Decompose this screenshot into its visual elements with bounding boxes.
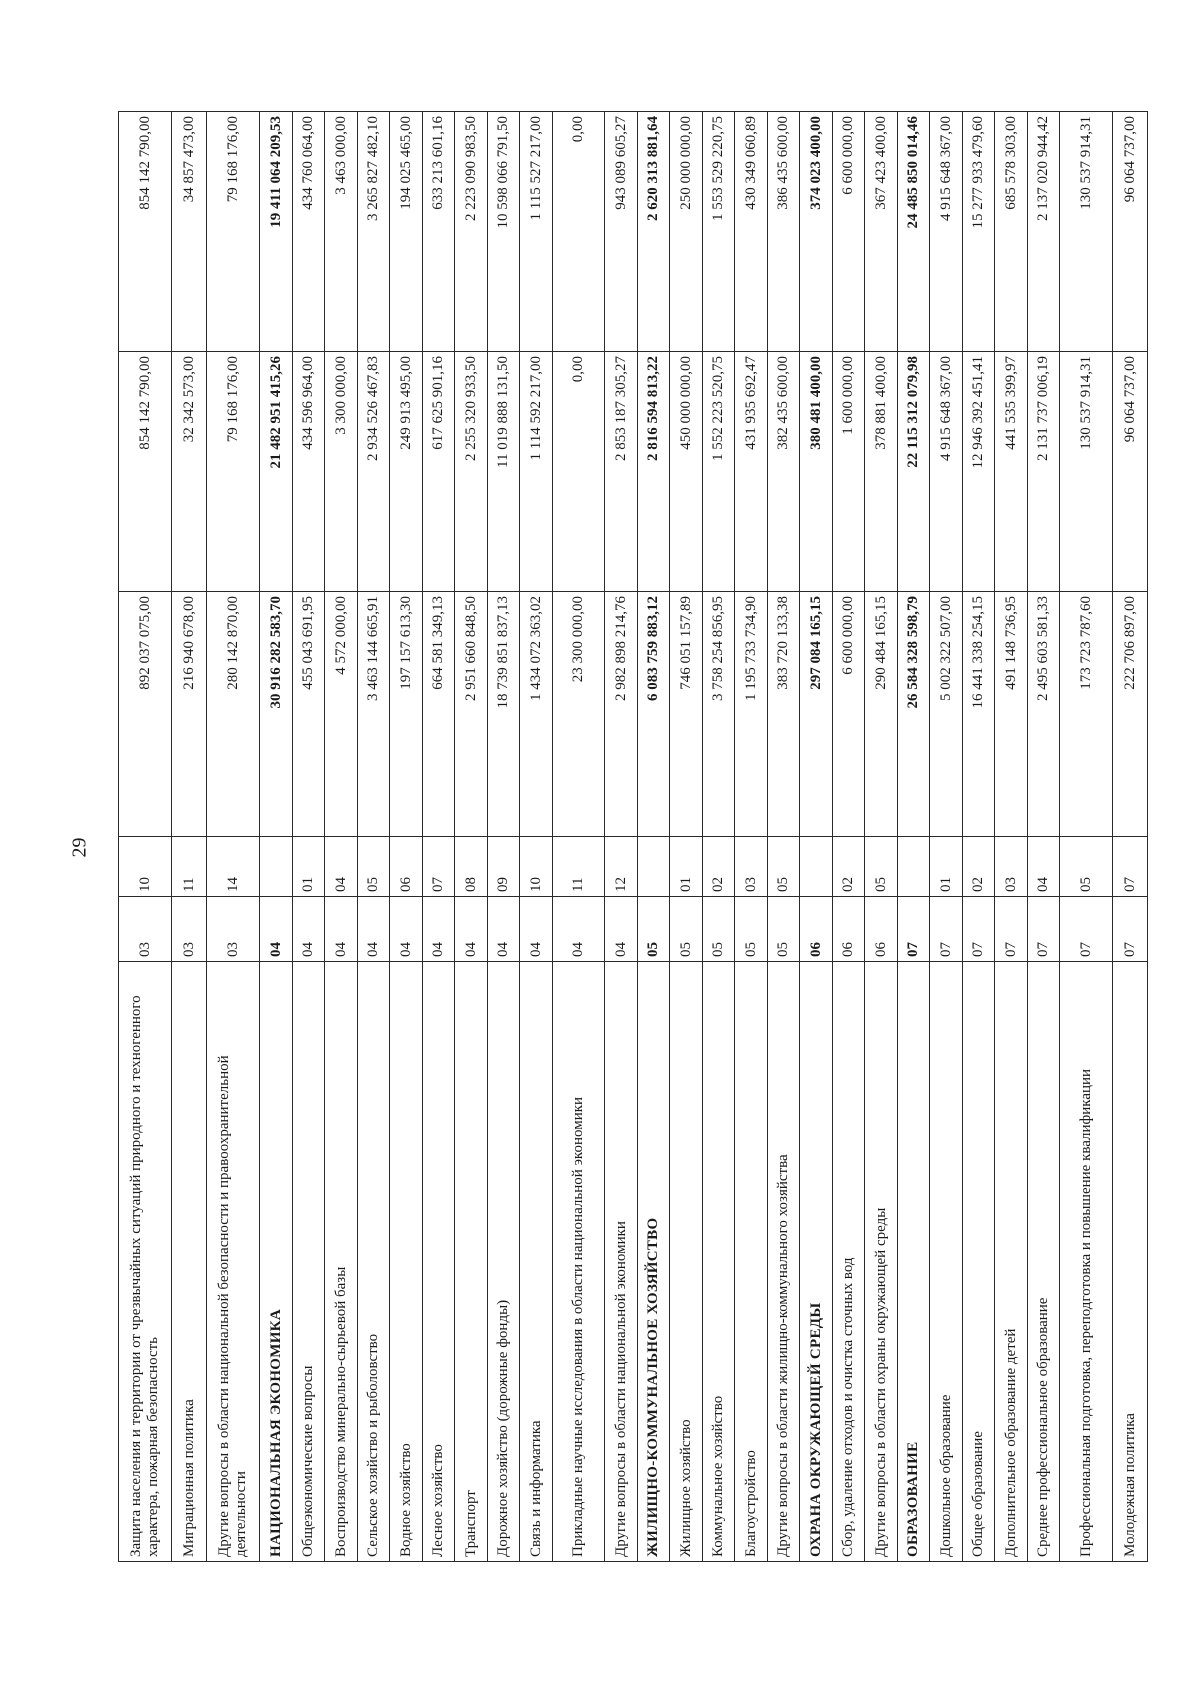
subsection-code-cell: 05 — [865, 837, 898, 897]
amount-cell-3: 6 600 000,00 — [832, 112, 865, 352]
section-name-cell: Сбор, удаление отходов и очистка сточных вод — [832, 962, 865, 1562]
amount-cell-2: 2 934 526 467,83 — [357, 352, 390, 592]
amount-cell-3: 0,00 — [552, 112, 605, 352]
amount-cell-3: 854 142 790,00 — [119, 112, 172, 352]
table-row — [119, 112, 172, 1562]
section-code-cell: 04 — [455, 897, 488, 962]
section-code-cell: 07 — [897, 897, 930, 962]
subsection-code-cell: 10 — [520, 837, 553, 897]
amount-cell-3: 96 064 737,00 — [1113, 112, 1148, 352]
subsection-code-cell: 03 — [995, 837, 1028, 897]
amount-cell-1: 3 758 254 856,95 — [702, 592, 735, 837]
section-name-cell: Водное хозяйство — [390, 962, 423, 1562]
amount-cell-3: 2 137 020 944,42 — [1027, 112, 1060, 352]
section-name-cell: Другие вопросы в области жилищно-коммунального хозяйства — [767, 962, 800, 1562]
subsection-code-cell: 09 — [487, 837, 520, 897]
section-name-cell: НАЦИОНАЛЬНАЯ ЭКОНОМИКА — [260, 962, 293, 1562]
subsection-code-cell: 10 — [119, 837, 172, 897]
subsection-code-cell: 01 — [292, 837, 325, 897]
amount-cell-3: 194 025 465,00 — [390, 112, 423, 352]
amount-cell-2: 96 064 737,00 — [1113, 352, 1148, 592]
amount-cell-2: 450 000 000,00 — [670, 352, 703, 592]
section-name-cell: Среднее профессиональное образование — [1027, 962, 1060, 1562]
section-code-cell: 04 — [520, 897, 553, 962]
amount-cell-2: 1 600 000,00 — [832, 352, 865, 592]
section-code-cell: 07 — [962, 897, 995, 962]
amount-cell-3: 430 349 060,89 — [735, 112, 768, 352]
section-name-cell: Дополнительное образование детей — [995, 962, 1028, 1562]
section-code-cell: 03 — [207, 897, 260, 962]
amount-cell-2: 441 535 399,97 — [995, 352, 1028, 592]
amount-cell-2: 854 142 790,00 — [119, 352, 172, 592]
table-row — [897, 112, 930, 1562]
amount-cell-1: 4 572 000,00 — [325, 592, 358, 837]
amount-cell-3: 633 213 601,16 — [422, 112, 455, 352]
subsection-code-cell: 04 — [325, 837, 358, 897]
amount-cell-1: 2 495 603 581,33 — [1027, 592, 1060, 837]
amount-cell-2: 2 853 187 305,27 — [605, 352, 638, 592]
amount-cell-1: 2 982 898 214,76 — [605, 592, 638, 837]
amount-cell-1: 1 195 733 734,90 — [735, 592, 768, 837]
table-row — [865, 112, 898, 1562]
table-row — [1060, 112, 1113, 1562]
amount-cell-2: 378 881 400,00 — [865, 352, 898, 592]
section-name-cell: Другие вопросы в области национальной безопасности и правоохранительной деятельности — [207, 962, 260, 1562]
subsection-code-cell: 07 — [1113, 837, 1148, 897]
section-name-cell: Дошкольное образование — [930, 962, 963, 1562]
amount-cell-1: 6 600 000,00 — [832, 592, 865, 837]
amount-cell-1: 26 584 328 598,79 — [897, 592, 930, 837]
amount-cell-1: 455 043 691,95 — [292, 592, 325, 837]
table-row — [800, 112, 833, 1562]
subsection-code-cell: 11 — [171, 837, 207, 897]
section-name-cell: Общеэкономические вопросы — [292, 962, 325, 1562]
amount-cell-3: 19 411 064 209,53 — [260, 112, 293, 352]
table-row — [995, 112, 1028, 1562]
section-code-cell: 07 — [1060, 897, 1113, 962]
subsection-code-cell: 08 — [455, 837, 488, 897]
section-code-cell: 06 — [865, 897, 898, 962]
page-number: 29 — [68, 837, 91, 858]
budget-table — [118, 111, 1148, 1562]
amount-cell-2: 431 935 692,47 — [735, 352, 768, 592]
table-row — [422, 112, 455, 1562]
section-name-cell: Другие вопросы в области национальной экономики — [605, 962, 638, 1562]
amount-cell-2: 382 435 600,00 — [767, 352, 800, 592]
subsection-code-cell: 03 — [735, 837, 768, 897]
amount-cell-3: 2 223 090 983,50 — [455, 112, 488, 352]
amount-cell-3: 685 578 303,00 — [995, 112, 1028, 352]
table-row — [325, 112, 358, 1562]
section-name-cell: Другие вопросы в области охраны окружающей среды — [865, 962, 898, 1562]
amount-cell-2: 434 596 964,00 — [292, 352, 325, 592]
table-row — [292, 112, 325, 1562]
amount-cell-1: 216 940 678,00 — [171, 592, 207, 837]
section-code-cell: 04 — [390, 897, 423, 962]
section-name-cell: Связь и информатика — [520, 962, 553, 1562]
amount-cell-2: 3 300 000,00 — [325, 352, 358, 592]
amount-cell-1: 3 463 144 665,91 — [357, 592, 390, 837]
section-name-cell: Дорожное хозяйство (дорожные фонды) — [487, 962, 520, 1562]
table-row — [455, 112, 488, 1562]
section-name-cell: Транспорт — [455, 962, 488, 1562]
amount-cell-1: 6 083 759 883,12 — [637, 592, 670, 837]
subsection-code-cell: 02 — [832, 837, 865, 897]
amount-cell-1: 290 484 165,15 — [865, 592, 898, 837]
amount-cell-1: 5 002 322 507,00 — [930, 592, 963, 837]
section-name-cell: Защита населения и территории от чрезвычайных ситуаций природного и техногенного характера, пожарная безопасность — [119, 962, 172, 1562]
section-code-cell: 04 — [552, 897, 605, 962]
amount-cell-2: 1 114 592 217,00 — [520, 352, 553, 592]
amount-cell-3: 15 277 933 479,60 — [962, 112, 995, 352]
table-row — [670, 112, 703, 1562]
section-code-cell: 07 — [930, 897, 963, 962]
amount-cell-3: 1 553 529 220,75 — [702, 112, 735, 352]
section-code-cell: 05 — [670, 897, 703, 962]
subsection-code-cell: 01 — [930, 837, 963, 897]
subsection-code-cell — [637, 837, 670, 897]
amount-cell-2: 2 131 737 006,19 — [1027, 352, 1060, 592]
section-code-cell: 07 — [1027, 897, 1060, 962]
amount-cell-1: 664 581 349,13 — [422, 592, 455, 837]
table-row — [637, 112, 670, 1562]
section-name-cell: Миграционная политика — [171, 962, 207, 1562]
table-row — [171, 112, 207, 1562]
section-code-cell: 05 — [702, 897, 735, 962]
amount-cell-1: 173 723 787,60 — [1060, 592, 1113, 837]
amount-cell-1: 30 916 282 583,70 — [260, 592, 293, 837]
section-name-cell: Лесное хозяйство — [422, 962, 455, 1562]
amount-cell-1: 197 157 613,30 — [390, 592, 423, 837]
amount-cell-1: 23 300 000,00 — [552, 592, 605, 837]
table-row — [735, 112, 768, 1562]
amount-cell-2: 21 482 951 415,26 — [260, 352, 293, 592]
amount-cell-1: 16 441 338 254,15 — [962, 592, 995, 837]
table-row — [207, 112, 260, 1562]
table-row — [357, 112, 390, 1562]
section-code-cell: 04 — [605, 897, 638, 962]
subsection-code-cell: 04 — [1027, 837, 1060, 897]
amount-cell-2: 1 552 223 520,75 — [702, 352, 735, 592]
table-row — [520, 112, 553, 1562]
amount-cell-3: 4 915 648 367,00 — [930, 112, 963, 352]
table-row — [930, 112, 963, 1562]
subsection-code-cell — [800, 837, 833, 897]
section-code-cell: 05 — [637, 897, 670, 962]
section-code-cell: 04 — [357, 897, 390, 962]
amount-cell-2: 11 019 888 131,50 — [487, 352, 520, 592]
amount-cell-3: 386 435 600,00 — [767, 112, 800, 352]
amount-cell-2: 0,00 — [552, 352, 605, 592]
subsection-code-cell: 01 — [670, 837, 703, 897]
section-name-cell: Жилищное хозяйство — [670, 962, 703, 1562]
amount-cell-1: 746 051 157,89 — [670, 592, 703, 837]
amount-cell-3: 250 000 000,00 — [670, 112, 703, 352]
section-name-cell: Молодежная политика — [1113, 962, 1148, 1562]
section-name-cell: Благоустройство — [735, 962, 768, 1562]
section-name-cell: ЖИЛИЩНО-КОММУНАЛЬНОЕ ХОЗЯЙСТВО — [637, 962, 670, 1562]
section-name-cell: Коммунальное хозяйство — [702, 962, 735, 1562]
amount-cell-2: 4 915 648 367,00 — [930, 352, 963, 592]
section-name-cell: Профессиональная подготовка, переподготовка и повышение квалификации — [1060, 962, 1113, 1562]
table-row — [767, 112, 800, 1562]
amount-cell-3: 367 423 400,00 — [865, 112, 898, 352]
subsection-code-cell: 02 — [702, 837, 735, 897]
subsection-code-cell: 12 — [605, 837, 638, 897]
section-name-cell: Сельское хозяйство и рыболовство — [357, 962, 390, 1562]
rotated-table-container — [118, 112, 1148, 1562]
section-code-cell: 05 — [767, 897, 800, 962]
subsection-code-cell: 05 — [357, 837, 390, 897]
table-row — [832, 112, 865, 1562]
amount-cell-3: 943 089 605,27 — [605, 112, 638, 352]
amount-cell-3: 10 598 066 791,50 — [487, 112, 520, 352]
table-row — [390, 112, 423, 1562]
amount-cell-2: 130 537 914,31 — [1060, 352, 1113, 592]
amount-cell-2: 249 913 495,00 — [390, 352, 423, 592]
amount-cell-2: 2 255 320 933,50 — [455, 352, 488, 592]
section-code-cell: 04 — [487, 897, 520, 962]
amount-cell-2: 2 816 594 813,22 — [637, 352, 670, 592]
subsection-code-cell — [897, 837, 930, 897]
budget-table-body — [119, 112, 1148, 1562]
amount-cell-3: 2 620 313 881,64 — [637, 112, 670, 352]
section-code-cell: 03 — [171, 897, 207, 962]
table-row — [552, 112, 605, 1562]
amount-cell-3: 79 168 176,00 — [207, 112, 260, 352]
amount-cell-1: 222 706 897,00 — [1113, 592, 1148, 837]
amount-cell-3: 130 537 914,31 — [1060, 112, 1113, 352]
amount-cell-1: 297 084 165,15 — [800, 592, 833, 837]
amount-cell-2: 79 168 176,00 — [207, 352, 260, 592]
section-code-cell: 04 — [422, 897, 455, 962]
table-row — [702, 112, 735, 1562]
subsection-code-cell — [260, 837, 293, 897]
table-row — [487, 112, 520, 1562]
amount-cell-1: 18 739 851 837,13 — [487, 592, 520, 837]
section-code-cell: 03 — [119, 897, 172, 962]
amount-cell-3: 34 857 473,00 — [171, 112, 207, 352]
amount-cell-2: 22 115 312 079,98 — [897, 352, 930, 592]
amount-cell-1: 1 434 072 363,02 — [520, 592, 553, 837]
section-code-cell: 06 — [800, 897, 833, 962]
amount-cell-3: 24 485 850 014,46 — [897, 112, 930, 352]
amount-cell-1: 2 951 660 848,50 — [455, 592, 488, 837]
section-code-cell: 06 — [832, 897, 865, 962]
section-name-cell: Общее образование — [962, 962, 995, 1562]
table-row — [1113, 112, 1148, 1562]
section-code-cell: 04 — [325, 897, 358, 962]
section-name-cell: Прикладные научные исследования в области национальной экономики — [552, 962, 605, 1562]
table-row — [1027, 112, 1060, 1562]
amount-cell-1: 280 142 870,00 — [207, 592, 260, 837]
subsection-code-cell: 05 — [1060, 837, 1113, 897]
amount-cell-2: 380 481 400,00 — [800, 352, 833, 592]
table-row — [605, 112, 638, 1562]
subsection-code-cell: 05 — [767, 837, 800, 897]
section-code-cell: 07 — [995, 897, 1028, 962]
amount-cell-3: 434 760 064,00 — [292, 112, 325, 352]
section-code-cell: 07 — [1113, 897, 1148, 962]
subsection-code-cell: 06 — [390, 837, 423, 897]
section-code-cell: 04 — [292, 897, 325, 962]
section-name-cell: Воспроизводство минерально-сырьевой базы — [325, 962, 358, 1562]
section-code-cell: 05 — [735, 897, 768, 962]
section-name-cell: ОХРАНА ОКРУЖАЮЩЕЙ СРЕДЫ — [800, 962, 833, 1562]
amount-cell-2: 617 625 901,16 — [422, 352, 455, 592]
amount-cell-1: 383 720 133,38 — [767, 592, 800, 837]
section-code-cell: 04 — [260, 897, 293, 962]
subsection-code-cell: 14 — [207, 837, 260, 897]
subsection-code-cell: 02 — [962, 837, 995, 897]
section-name-cell: ОБРАЗОВАНИЕ — [897, 962, 930, 1562]
amount-cell-1: 491 148 736,95 — [995, 592, 1028, 837]
amount-cell-2: 32 342 573,00 — [171, 352, 207, 592]
table-row — [260, 112, 293, 1562]
amount-cell-3: 374 023 400,00 — [800, 112, 833, 352]
amount-cell-3: 3 265 827 482,10 — [357, 112, 390, 352]
amount-cell-3: 1 115 527 217,00 — [520, 112, 553, 352]
amount-cell-1: 892 037 075,00 — [119, 592, 172, 837]
amount-cell-2: 12 946 392 451,41 — [962, 352, 995, 592]
subsection-code-cell: 07 — [422, 837, 455, 897]
table-row — [962, 112, 995, 1562]
subsection-code-cell: 11 — [552, 837, 605, 897]
amount-cell-3: 3 463 000,00 — [325, 112, 358, 352]
